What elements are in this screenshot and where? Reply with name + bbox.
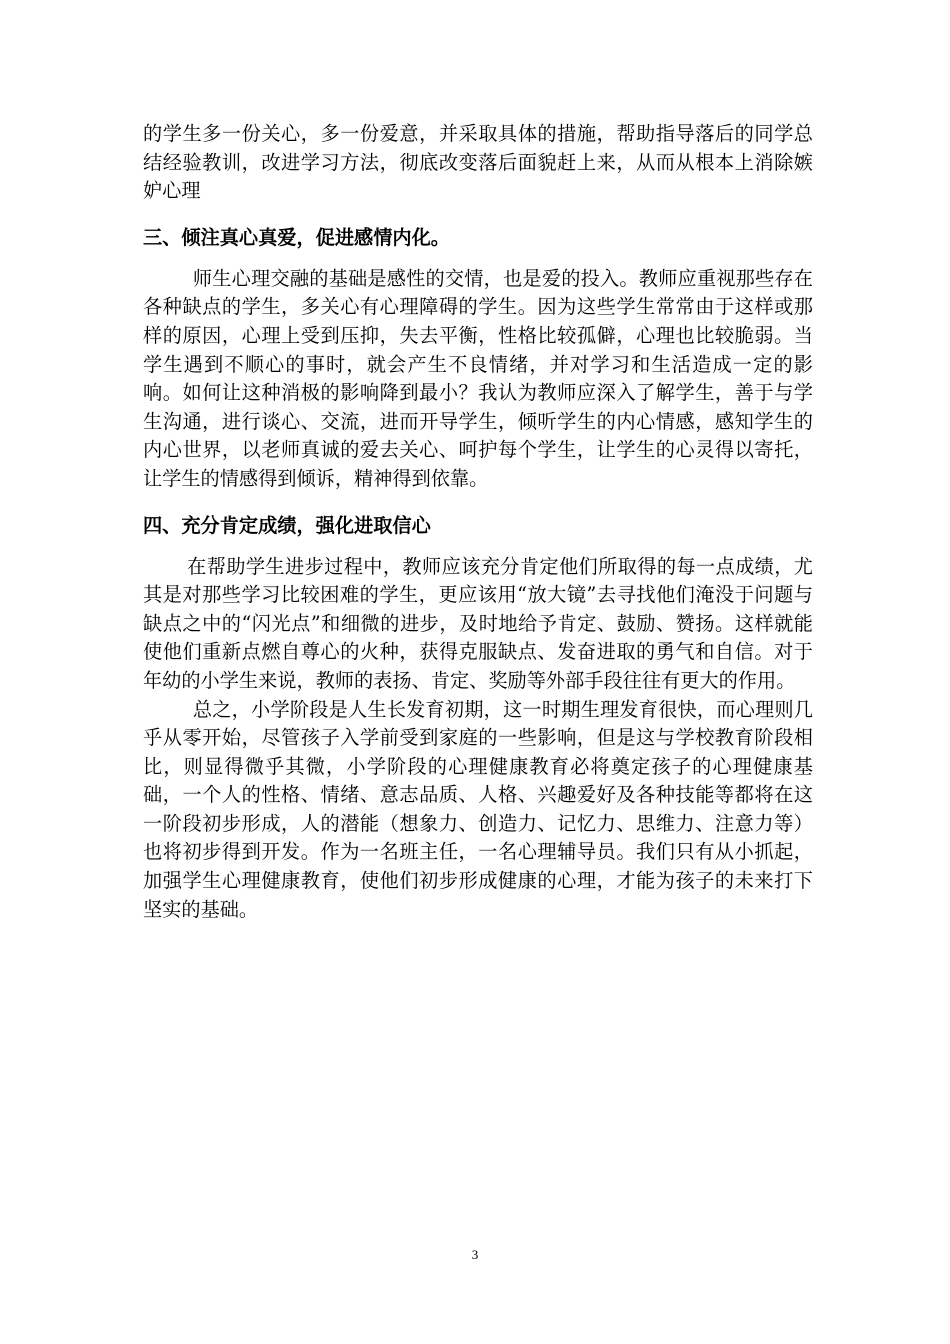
section-heading-3: 三、倾注真心真爱，促进感情内化。: [143, 225, 450, 249]
paragraph-conclusion: 总之，小学阶段是人生长发育初期，这一时期生理发育很快，而心理则几乎从零开始，尽管孩子入学前受到家庭的一些影响，但是这与学校教育阶段相比，则显得微乎其微，小学阶段的心理健康教育必将奠定孩子的心理健康基础，一个人的性格、情绪、意志品质、人格、兴趣爱好及各种技能等都将在这一阶段初步形成，人的潜能（想象力、创造力、记忆力、思维力、注意力等）也将初步得到开发。作为一名班主任，一名心理辅导员。我们只有从小抓起，加强学生心理健康教育，使他们初步形成健康的心理，才能为孩子的未来打下坚实的基础。: [143, 697, 813, 921]
spacer: [143, 540, 813, 553]
spacer: [143, 252, 813, 265]
paragraph-section-4: 在帮助学生进步过程中，教师应该充分肯定他们所取得的每一点成绩，尤其是对那些学习比较困难的学生，更应该用“放大镜”去寻找他们淹没于问题与缺点之中的“闪光点”和细微的进步，及时地给予肯定、鼓励、赞扬。这样就能使他们重新点燃自尊心的火种，获得克服缺点、发奋进取的勇气和自信。对于年幼的小学生来说，教师的表扬、肯定、奖励等外部手段往往有更大的作用。: [143, 554, 813, 692]
spacer: [143, 494, 813, 512]
spacer: [143, 206, 813, 224]
page-content: [143, 120, 813, 924]
page-number: 3: [471, 1247, 479, 1262]
section-heading-4: 四、充分肯定成绩，强化进取信心: [143, 513, 431, 537]
paragraph-continuation: 的学生多一份关心，多一份爱意，并采取具体的措施，帮助指导落后的同学总结经验教训，改进学习方法，彻底改变落后面貌赶上来，从而从根本上消除嫉妒心理: [143, 122, 813, 203]
paragraph-section-3: 师生心理交融的基础是感性的交情，也是爱的投入。教师应重视那些存在各种缺点的学生，多关心有心理障碍的学生。因为这些学生常常由于这样或那样的原因，心理上受到压抑，失去平衡，性格比较孤僻，心理也比较脆弱。当学生遇到不顺心的事时，就会产生不良情绪，并对学习和生活造成一定的影响。如何让这种消极的影响降到最小？我认为教师应深入了解学生，善于与学生沟通，进行谈心、交流，进而开导学生，倾听学生的内心情感，感知学生的内心世界，以老师真诚的爱去关心、呵护每个学生，让学生的心灵得以寄托，让学生的情感得到倾诉，精神得到依靠。: [143, 266, 813, 490]
